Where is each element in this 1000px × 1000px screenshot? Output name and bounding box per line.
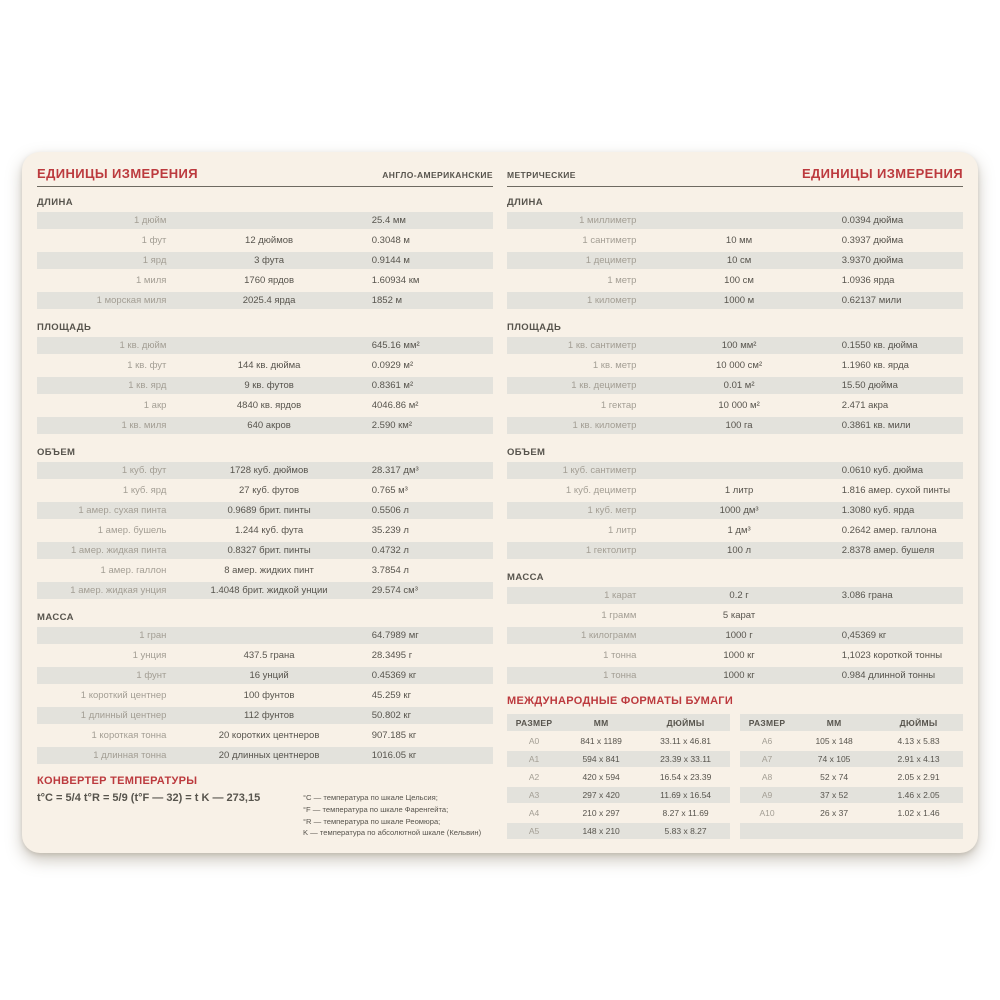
unit-cell: 1 метр	[607, 275, 637, 286]
paper-size-cell: A9	[740, 787, 794, 803]
table-row	[37, 272, 493, 289]
temperature-converter	[37, 775, 493, 839]
unit-cell: 1 дециметр	[507, 252, 645, 269]
section-heading: ПЛОЩАДЬ	[37, 322, 92, 333]
paper-mm-cell: 105 x 148	[815, 736, 853, 746]
paper-inch-cell: 23.39 x 33.11	[641, 751, 730, 767]
table-row	[507, 337, 963, 354]
table-row	[37, 357, 493, 374]
equivalent-cell: 20 длинных центнеров	[175, 747, 362, 764]
value-cell: 0.1550 кв. дюйма	[833, 337, 963, 354]
conversion-table	[507, 334, 963, 437]
value-cell: 35.239 л	[371, 525, 409, 536]
section-heading: ДЛИНА	[37, 197, 73, 208]
table-row	[507, 462, 963, 479]
table-row	[507, 232, 963, 249]
unit-cell: 1 грамм	[601, 610, 637, 621]
paper-inch-cell: 5.83 x 8.27	[641, 823, 730, 839]
table-row	[507, 627, 963, 644]
equivalent-cell	[175, 627, 362, 644]
table-row	[507, 357, 963, 374]
equivalent-cell: 0.2 г	[645, 587, 832, 604]
table-row	[37, 707, 493, 724]
value-cell: 15.50 дюйма	[833, 377, 963, 394]
unit-cell: 1 тонна	[507, 667, 645, 684]
metric-column	[507, 164, 963, 843]
unit-cell: 1 унция	[132, 650, 167, 661]
conversion-table	[507, 584, 963, 687]
paper-size-cell: A8	[761, 772, 773, 782]
value-cell: 45.259 кг	[371, 690, 412, 701]
table-row	[37, 542, 493, 559]
equivalent-cell: 112 фунтов	[175, 707, 362, 724]
conversion-table	[37, 334, 493, 437]
value-cell: 4046.86 м²	[371, 400, 419, 411]
unit-cell: 1 кв. фут	[127, 360, 167, 371]
table-row	[507, 212, 963, 229]
value-cell: 1,1023 короткой тонны	[841, 650, 943, 661]
value-cell: 1.1960 кв. ярда	[841, 360, 909, 371]
unit-cell: 1 ярд	[37, 252, 175, 269]
temperature-scale-notes	[303, 792, 493, 839]
value-cell: 0.765 м³	[371, 485, 408, 496]
value-cell: 1.60934 км	[371, 275, 420, 286]
table-row	[37, 687, 493, 704]
paper-mm-cell: 841 x 1189	[580, 736, 622, 746]
unit-cell: 1 миля	[135, 275, 167, 286]
unit-cell: 1 миллиметр	[507, 212, 645, 229]
paper-header-cell: ММ	[794, 714, 874, 731]
table-row	[507, 292, 963, 309]
equivalent-cell: 1000 г	[645, 627, 832, 644]
paper-size-cell: A2	[528, 772, 540, 782]
paper-mm-cell: 37 x 52	[794, 787, 874, 803]
table-row	[507, 502, 963, 519]
value-cell: 0.3937 дюйма	[841, 235, 904, 246]
paper-row	[507, 805, 730, 821]
paper-inch-cell: 4.13 x 5.83	[897, 736, 940, 746]
paper-row	[740, 751, 963, 767]
unit-cell: 1 гектолитр	[507, 542, 645, 559]
paper-size-cell: A6	[761, 736, 773, 746]
equivalent-cell: 1000 кг	[723, 650, 755, 661]
unit-cell: 1 кв. метр	[592, 360, 637, 371]
table-row	[37, 627, 493, 644]
unit-cell: 1 амер. жидкая пинта	[37, 542, 175, 559]
equivalent-cell	[175, 212, 362, 229]
value-cell: 907.185 кг	[371, 730, 417, 741]
unit-cell: 1 километр	[507, 292, 645, 309]
paper-inch-cell: 11.69 x 16.54	[641, 787, 730, 803]
table-row	[507, 272, 963, 289]
unit-cell: 1 куб. дециметр	[565, 485, 637, 496]
paper-inch-cell: 16.54 x 23.39	[659, 772, 712, 782]
paper-row	[507, 733, 730, 749]
paper-header-row	[740, 714, 963, 731]
unit-cell: 1 литр	[607, 525, 637, 536]
equivalent-cell: 0.8327 брит. пинты	[175, 542, 362, 559]
value-cell: 28.3495 г	[371, 650, 413, 661]
value-cell: 1.816 амер. сухой пинты	[841, 485, 951, 496]
table-row	[37, 502, 493, 519]
paper-inch-cell: 2.05 x 2.91	[897, 772, 940, 782]
value-cell: 645.16 мм²	[363, 337, 493, 354]
equivalent-cell: 100 мм²	[645, 337, 832, 354]
conversion-table	[37, 624, 493, 767]
unit-cell: 1 куб. сантиметр	[507, 462, 645, 479]
value-cell: 0.984 длинной тонны	[833, 667, 963, 684]
anglo-american-label: АНГЛО-АМЕРИКАНСКИЕ	[382, 170, 493, 180]
paper-inch-cell: 1.46 x 2.05	[874, 787, 963, 803]
unit-cell: 1 тонна	[603, 650, 637, 661]
metric-label: МЕТРИЧЕСКИЕ	[507, 170, 576, 180]
paper-header-cell: ДЮЙМЫ	[874, 714, 963, 731]
table-row	[37, 747, 493, 764]
table-row	[37, 232, 493, 249]
table-row	[507, 417, 963, 434]
equivalent-cell: 100 см	[724, 275, 754, 286]
paper-mm-cell: 210 x 297	[582, 808, 620, 818]
value-cell: 0.3861 кв. мили	[833, 417, 963, 434]
value-cell: 0.62137 мили	[833, 292, 963, 309]
temperature-note-line: K — температура по абсолютной шкале (Кельвин)	[303, 828, 482, 838]
equivalent-cell: 12 дюймов	[245, 235, 294, 246]
paper-inch-cell: 33.11 x 46.81	[660, 736, 712, 746]
temperature-note-line: °R — температура по шкале Реомюра;	[303, 816, 441, 826]
unit-cell: 1 кв. дюйм	[37, 337, 175, 354]
unit-cell: 1 фут	[141, 235, 167, 246]
paper-size-cell: A0	[528, 736, 540, 746]
conversion-table	[507, 209, 963, 312]
unit-cell: 1 дюйм	[37, 212, 175, 229]
conversion-table	[37, 459, 493, 602]
value-cell: 25.4 мм	[363, 212, 493, 229]
right-sections	[507, 197, 963, 687]
table-row	[507, 397, 963, 414]
unit-cell: 1 карат	[507, 587, 645, 604]
value-cell: 64.7989 мг	[363, 627, 493, 644]
unit-cell: 1 кв. километр	[507, 417, 645, 434]
equivalent-cell: 1728 куб. дюймов	[175, 462, 362, 479]
paper-row	[740, 823, 963, 839]
unit-cell: 1 длинная тонна	[37, 747, 175, 764]
table-row	[37, 397, 493, 414]
paper-size-cell	[740, 823, 794, 839]
table-row	[507, 607, 963, 624]
equivalent-cell: 1000 м	[645, 292, 832, 309]
paper-formats	[507, 695, 963, 841]
unit-cell: 1 куб. ярд	[122, 485, 167, 496]
paper-row	[507, 769, 730, 785]
left-column-header	[37, 164, 493, 181]
temperature-formula: t°C = 5/4 t°R = 5/9 (t°F — 32) = t K — 273,15	[37, 792, 261, 804]
table-row	[507, 522, 963, 539]
paper-row	[507, 823, 730, 839]
equivalent-cell: 1760 ярдов	[244, 275, 294, 286]
value-cell: 28.317 дм³	[363, 462, 493, 479]
table-row	[507, 377, 963, 394]
paper-size-cell: A3	[507, 787, 561, 803]
value-cell: 29.574 см³	[363, 582, 493, 599]
paper-formats-tables	[507, 712, 963, 841]
value-cell: 0.2642 амер. галлона	[841, 525, 937, 536]
equivalent-cell: 0.01 м²	[645, 377, 832, 394]
equivalent-cell: 1 литр	[724, 485, 754, 496]
paper-inch-cell: 2.91 x 4.13	[874, 751, 963, 767]
equivalent-cell: 100 га	[645, 417, 832, 434]
value-cell: 0.3048 м	[371, 235, 410, 246]
header-rule	[507, 186, 963, 187]
units-reference-page	[22, 152, 978, 853]
unit-cell: 1 куб. фут	[37, 462, 175, 479]
value-cell: 3.7854 л	[371, 565, 409, 576]
unit-cell: 1 гран	[37, 627, 175, 644]
equivalent-cell: 1 дм³	[727, 525, 751, 536]
equivalent-cell: 8 амер. жидких пинт	[224, 565, 314, 576]
value-cell: 0.0929 м²	[371, 360, 414, 371]
anglo-american-column	[37, 164, 493, 843]
paper-mm-cell: 594 x 841	[561, 751, 641, 767]
table-row	[37, 727, 493, 744]
value-cell: 1016.05 кг	[363, 747, 493, 764]
right-column-header	[507, 164, 963, 181]
table-row	[37, 212, 493, 229]
value-cell: 2.471 акра	[841, 400, 889, 411]
section-heading: ДЛИНА	[507, 197, 543, 208]
equivalent-cell: 144 кв. дюйма	[237, 360, 301, 371]
table-row	[37, 252, 493, 269]
table-row	[507, 252, 963, 269]
value-cell	[833, 607, 963, 624]
temperature-note-line: °C — температура по шкале Цельсия;	[303, 793, 438, 802]
equivalent-cell: 5 карат	[722, 610, 756, 621]
table-row	[37, 582, 493, 599]
table-row	[37, 377, 493, 394]
paper-row	[507, 787, 730, 803]
table-row	[507, 647, 963, 664]
unit-cell: 1 короткий центнер	[80, 690, 167, 701]
conversion-table	[507, 459, 963, 562]
paper-size-cell: A7	[740, 751, 794, 767]
paper-formats-table	[740, 712, 963, 841]
paper-size-cell: A4	[528, 808, 540, 818]
unit-cell: 1 гектар	[600, 400, 637, 411]
value-cell: 2.8378 амер. бушеля	[833, 542, 963, 559]
paper-size-cell: A10	[759, 808, 775, 818]
table-row	[507, 667, 963, 684]
paper-mm-cell: 74 x 105	[794, 751, 874, 767]
unit-cell: 1 килограмм	[507, 627, 645, 644]
temperature-converter-title: КОНВЕРТЕР ТЕМПЕРАТУРЫ	[37, 775, 198, 787]
value-cell: 1.3080 куб. ярда	[833, 502, 963, 519]
value-cell: 0.5506 л	[363, 502, 493, 519]
table-row	[37, 667, 493, 684]
value-cell: 0.4732 л	[363, 542, 493, 559]
table-row	[37, 647, 493, 664]
paper-header-cell: РАЗМЕР	[507, 714, 561, 731]
table-row	[37, 462, 493, 479]
value-cell: 1852 м	[363, 292, 493, 309]
paper-size-cell: A5	[507, 823, 561, 839]
table-row	[37, 292, 493, 309]
equivalent-cell: 1000 кг	[645, 667, 832, 684]
paper-mm-cell: 148 x 210	[561, 823, 641, 839]
table-row	[37, 522, 493, 539]
table-row	[37, 562, 493, 579]
equivalent-cell: 100 л	[645, 542, 832, 559]
table-row	[507, 587, 963, 604]
paper-mm-cell: 420 x 594	[582, 772, 620, 782]
unit-cell: 1 длинный центнер	[37, 707, 175, 724]
paper-mm-cell: 26 x 37	[820, 808, 849, 818]
paper-row	[507, 751, 730, 767]
section-heading: ОБЪЕМ	[37, 447, 76, 458]
paper-header-row	[507, 714, 730, 731]
paper-mm-cell	[794, 823, 874, 839]
value-cell: 3.086 грана	[833, 587, 963, 604]
equivalent-cell: 10 см	[645, 252, 832, 269]
paper-mm-cell: 52 x 74	[820, 772, 849, 782]
equivalent-cell: 10 000 м²	[718, 400, 760, 411]
table-row	[37, 417, 493, 434]
unit-cell: 1 амер. сухая пинта	[37, 502, 175, 519]
value-cell: 3.9370 дюйма	[833, 252, 963, 269]
section-heading: МАССА	[507, 572, 544, 583]
table-row	[507, 542, 963, 559]
paper-mm-cell: 297 x 420	[561, 787, 641, 803]
equivalent-cell: 640 акров	[175, 417, 362, 434]
header-rule	[37, 186, 493, 187]
unit-cell: 1 кв. сантиметр	[507, 337, 645, 354]
section-heading: ОБЪЕМ	[507, 447, 546, 458]
unit-cell: 1 фунт	[37, 667, 175, 684]
equivalent-cell: 4840 кв. ярдов	[236, 400, 302, 411]
unit-cell: 1 амер. галлон	[100, 565, 167, 576]
unit-cell: 1 кв. миля	[37, 417, 175, 434]
paper-inch-cell: 1.02 x 1.46	[897, 808, 940, 818]
value-cell: 50.802 кг	[363, 707, 493, 724]
paper-formats-table	[507, 712, 730, 841]
value-cell: 0,45369 кг	[833, 627, 963, 644]
equivalent-cell: 437.5 грана	[243, 650, 295, 661]
paper-row	[740, 769, 963, 785]
section-heading: МАССА	[37, 612, 74, 623]
equivalent-cell	[175, 337, 362, 354]
unit-cell: 1 кв. ярд	[37, 377, 175, 394]
section-heading: ПЛОЩАДЬ	[507, 322, 562, 333]
table-row	[37, 337, 493, 354]
value-cell: 0.0394 дюйма	[833, 212, 963, 229]
equivalent-cell: 10 000 см²	[715, 360, 763, 371]
unit-cell: 1 куб. метр	[507, 502, 645, 519]
temperature-converter-body	[37, 792, 493, 839]
equivalent-cell: 1000 дм³	[645, 502, 832, 519]
unit-cell: 1 амер. бушель	[97, 525, 167, 536]
unit-cell: 1 морская миля	[37, 292, 175, 309]
value-cell: 2.590 км²	[363, 417, 493, 434]
paper-inch-cell	[874, 823, 963, 839]
value-cell: 0.45369 кг	[363, 667, 493, 684]
temperature-note-line: °F — температура по шкале Фаренгейта;	[303, 804, 449, 814]
paper-row	[740, 787, 963, 803]
unit-cell: 1 короткая тонна	[91, 730, 167, 741]
paper-header-cell: ММ	[561, 714, 641, 731]
value-cell: 1.0936 ярда	[841, 275, 895, 286]
table-row	[37, 482, 493, 499]
value-cell: 0.8361 м²	[363, 377, 493, 394]
paper-header-cell: ДЮЙМЫ	[641, 714, 730, 731]
paper-row	[740, 733, 963, 749]
equivalent-cell: 20 коротких центнеров	[218, 730, 320, 741]
conversion-table	[37, 209, 493, 312]
equivalent-cell: 0.9689 брит. пинты	[175, 502, 362, 519]
unit-cell: 1 сантиметр	[582, 235, 637, 246]
equivalent-cell: 9 кв. футов	[175, 377, 362, 394]
value-cell: 0.9144 м	[363, 252, 493, 269]
unit-cell: 1 акр	[143, 400, 167, 411]
paper-inch-cell: 8.27 x 11.69	[662, 808, 709, 818]
equivalent-cell: 3 фута	[175, 252, 362, 269]
unit-cell: 1 амер. жидкая унция	[37, 582, 175, 599]
equivalent-cell: 27 куб. футов	[239, 485, 300, 496]
paper-row	[740, 805, 963, 821]
page-title: ЕДИНИЦЫ ИЗМЕРЕНИЯ	[37, 166, 199, 181]
page-title: ЕДИНИЦЫ ИЗМЕРЕНИЯ	[801, 166, 963, 181]
paper-header-cell: РАЗМЕР	[740, 714, 794, 731]
equivalent-cell: 1.244 куб. фута	[234, 525, 304, 536]
equivalent-cell: 10 мм	[725, 235, 753, 246]
paper-size-cell: A1	[507, 751, 561, 767]
equivalent-cell	[645, 212, 832, 229]
equivalent-cell: 100 фунтов	[243, 690, 295, 701]
table-row	[507, 482, 963, 499]
equivalent-cell: 16 унций	[175, 667, 362, 684]
paper-formats-title: МЕЖДУНАРОДНЫЕ ФОРМАТЫ БУМАГИ	[507, 695, 734, 707]
equivalent-cell	[645, 462, 832, 479]
left-sections	[37, 197, 493, 767]
equivalent-cell: 2025.4 ярда	[175, 292, 362, 309]
unit-cell: 1 кв. дециметр	[507, 377, 645, 394]
value-cell: 0.0610 куб. дюйма	[833, 462, 963, 479]
equivalent-cell: 1.4048 брит. жидкой унции	[175, 582, 362, 599]
